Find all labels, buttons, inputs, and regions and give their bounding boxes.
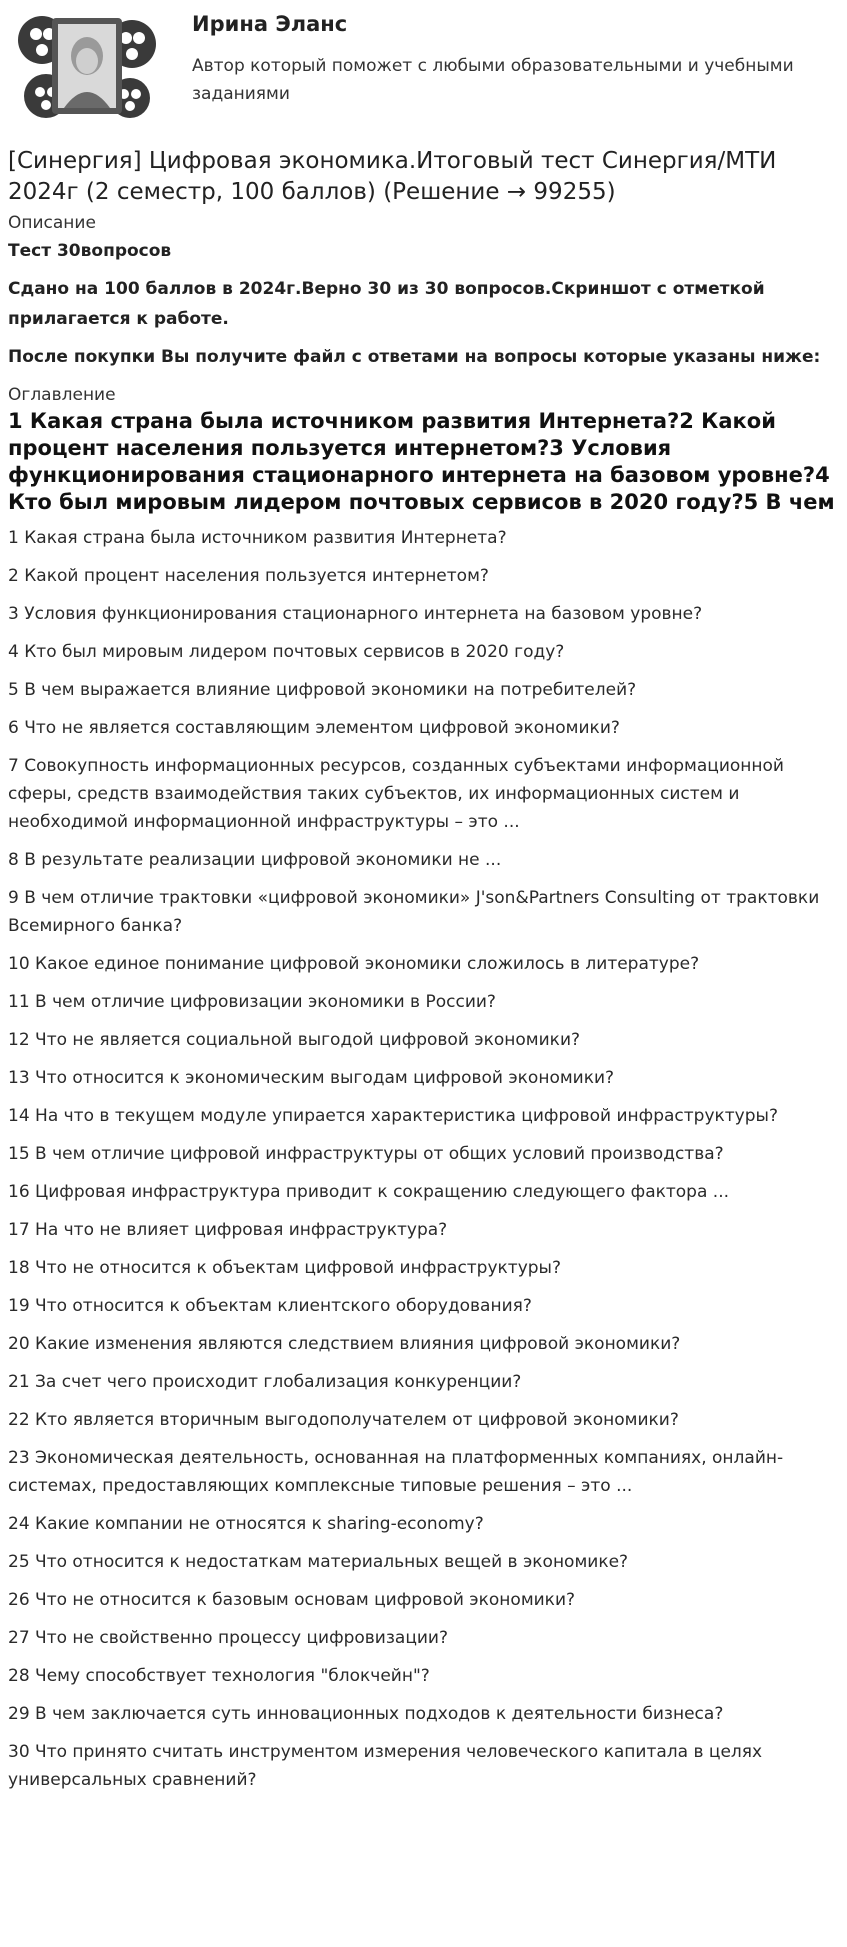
question-item: 2 Какой процент населения пользуется интернетом? xyxy=(8,566,489,586)
description-label: Описание xyxy=(8,213,96,233)
question-item: 19 Что относится к объектам клиентского оборудования? xyxy=(8,1296,532,1316)
toc-label: Оглавление xyxy=(8,385,116,405)
toc-heading: 1 Какая страна была источником развития Интернета?2 Какой процент населения пользуется интернетом?3 Условия функционирования стационарного интернета на базовом уровне?4 Кто был мировым лидером почтовых сервисов в 2020 году?5 В чем xyxy=(8,409,835,514)
film-reel-portrait-icon[interactable] xyxy=(16,6,158,122)
question-item: 21 За счет чего происходит глобализация конкуренции? xyxy=(8,1372,522,1392)
question-item: 15 В чем отличие цифровой инфраструктуры от общих условий производства? xyxy=(8,1144,724,1164)
author-name[interactable]: Ирина Эланс xyxy=(192,12,348,36)
question-item: 3 Условия функционирования стационарного интернета на базовом уровне? xyxy=(8,604,703,624)
question-item: 12 Что не является социальной выгодой цифровой экономики? xyxy=(8,1030,581,1050)
question-item: 6 Что не является составляющим элементом цифровой экономики? xyxy=(8,718,620,738)
description-line-purchase: После покупки Вы получите файл с ответами на вопросы которые указаны ниже: xyxy=(8,347,821,367)
question-item: 24 Какие компании не относятся к sharing-economy? xyxy=(8,1514,484,1534)
question-item: 14 На что в текущем модуле упирается характеристика цифровой инфраструктуры? xyxy=(8,1106,778,1126)
question-item: 25 Что относится к недостаткам материальных вещей в экономике? xyxy=(8,1552,629,1572)
question-item: 27 Что не свойственно процессу цифровизации? xyxy=(8,1628,449,1648)
question-item: 5 В чем выражается влияние цифровой экономики на потребителей? xyxy=(8,680,637,700)
author-description: Автор который поможет с любыми образовательными и учебными заданиями xyxy=(192,56,794,104)
question-item: 7 Совокупность информационных ресурсов, созданных субъектами информационной сферы, средств взаимодействия таких субъектов, их информационных систем и необходимой информационной инфраструктуры – это ... xyxy=(8,756,784,832)
question-item: 16 Цифровая инфраструктура приводит к сокращению следующего фактора ... xyxy=(8,1182,730,1202)
question-item: 18 Что не относится к объектам цифровой инфраструктуры? xyxy=(8,1258,562,1278)
question-item: 10 Какое единое понимание цифровой экономики сложилось в литературе? xyxy=(8,954,700,974)
question-list xyxy=(8,524,839,1794)
question-item: 23 Экономическая деятельность, основанная на платформенных компаниях, онлайн-системах, предоставляющих комплексные типовые решения – это ... xyxy=(8,1448,784,1496)
product-title: [Синергия] Цифровая экономика.Итоговый тест Синергия/МТИ 2024г (2 семестр, 100 баллов) (Решение → 99255) xyxy=(8,148,777,205)
question-item: 9 В чем отличие трактовки «цифровой экономики» J'son&Partners Consulting от трактовки Всемирного банка? xyxy=(8,888,820,936)
author-card xyxy=(8,0,839,128)
question-item: 11 В чем отличие цифровизации экономики в России? xyxy=(8,992,496,1012)
question-item: 20 Какие изменения являются следствием влияния цифровой экономики? xyxy=(8,1334,681,1354)
question-item: 28 Чему способствует технология "блокчейн"? xyxy=(8,1666,430,1686)
question-item: 22 Кто является вторичным выгодополучателем от цифровой экономики? xyxy=(8,1410,679,1430)
question-item: 29 В чем заключается суть инновационных подходов к деятельности бизнеса? xyxy=(8,1704,724,1724)
question-item: 13 Что относится к экономическим выгодам цифровой экономики? xyxy=(8,1068,615,1088)
question-item: 26 Что не относится к базовым основам цифровой экономики? xyxy=(8,1590,576,1610)
question-item: 30 Что принято считать инструментом измерения человеческого капитала в целях универсальных сравнений? xyxy=(8,1742,763,1790)
description-line-score: Сдано на 100 баллов в 2024г.Верно 30 из 30 вопросов.Скриншот с отметкой прилагается к работе. xyxy=(8,279,765,329)
description-line-questions: Тест 30вопросов xyxy=(8,241,172,261)
question-item: 4 Кто был мировым лидером почтовых сервисов в 2020 году? xyxy=(8,642,565,662)
question-item: 17 На что не влияет цифровая инфраструктура? xyxy=(8,1220,448,1240)
question-item: 1 Какая страна была источником развития Интернета? xyxy=(8,528,507,548)
question-item: 8 В результате реализации цифровой экономики не ... xyxy=(8,850,502,870)
